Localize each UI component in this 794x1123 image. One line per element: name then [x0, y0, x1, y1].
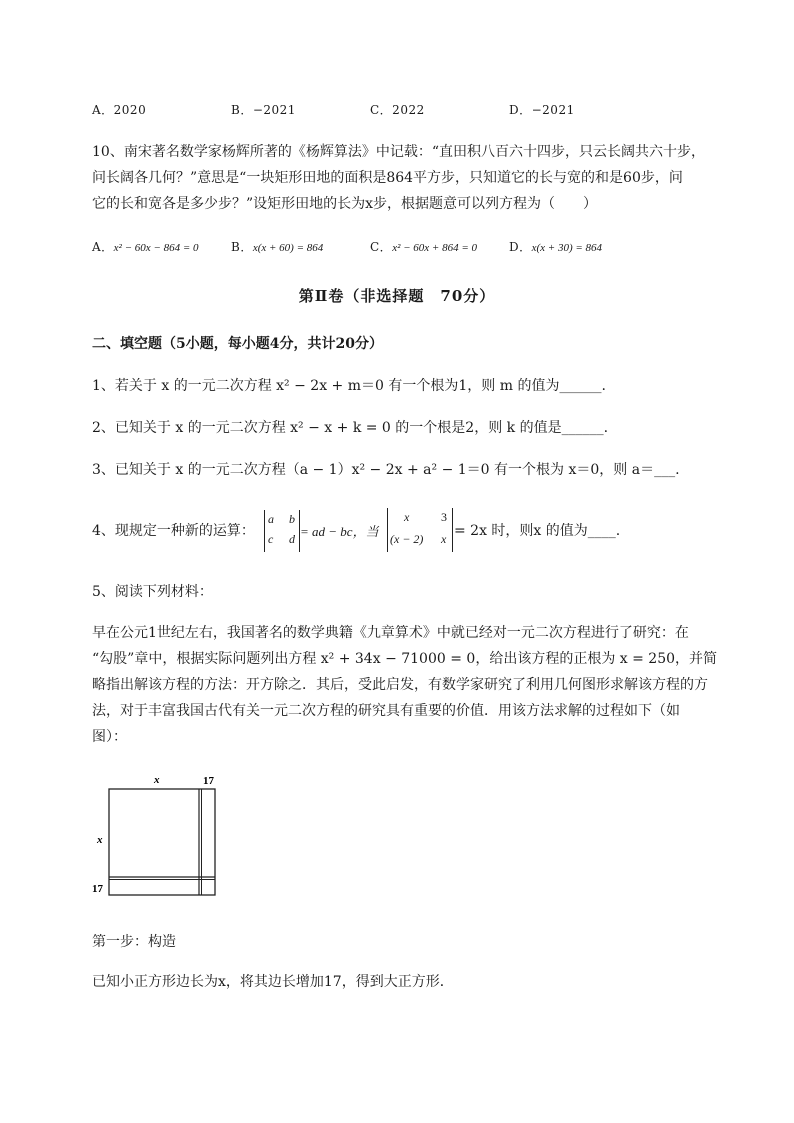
det-d: d — [289, 532, 295, 546]
q10-line: 10、南宋著名数学家杨辉所著的《杨辉算法》中记载：“直田积八百六十四步，只云长阔共六十步， — [92, 144, 705, 160]
big-square — [109, 789, 215, 895]
material-line: “勾股”章中，根据实际问题列出方程 x² + 34x − 71000 = 0，给出该方程的正根为 x = 250，并简 — [92, 651, 718, 667]
q10-option-b-equation: x(x + 60) = 864 — [252, 242, 324, 254]
step1-label: 第一步：构造 — [92, 934, 176, 950]
determinant-definition — [264, 510, 300, 552]
fill-question-4-middle: = ad − bc，当 — [300, 524, 379, 539]
det-3: 3 — [441, 510, 447, 524]
fill-question-1: 1、若关于 x 的一元二次方程 x² − 2x + m＝0 有一个根为1，则 m 的值为______. — [92, 378, 606, 394]
q10-option-b: B．x(x + 60) = 864 — [231, 240, 324, 254]
fill-question-4-prefix: 4、现规定一种新的运算： — [92, 523, 255, 539]
fill-question-5: 5、阅读下列材料： — [92, 584, 213, 600]
reading-material — [92, 620, 722, 750]
det-b: b — [289, 512, 295, 526]
section-title: 第Ⅱ卷（非选择题 70分） — [298, 287, 496, 305]
label-left-17: 17 — [92, 883, 103, 895]
q10-option-d: D．x(x + 30) = 864 — [509, 240, 603, 254]
part2-heading: 二、填空题（5小题，每小题4分，共计20分） — [92, 336, 383, 352]
q9-option-c: C．2022 — [370, 103, 425, 117]
fill-question-4-suffix: = 2x 时，则x 的值为____. — [454, 523, 621, 539]
material-line: 图）： — [92, 729, 127, 745]
q10-option-d-equation: x(x + 30) = 864 — [531, 242, 603, 254]
fill-question-3: 3、已知关于 x 的一元二次方程（a − 1）x² − 2x + a² − 1＝0 有一个根为 x＝0，则 a＝___. — [92, 462, 680, 478]
q9-option-a: A．2020 — [92, 103, 147, 117]
label-left-x: x — [97, 834, 103, 846]
q10-option-a: A．x² − 60x − 864 = 0 — [92, 240, 199, 254]
q10-line: 问长阔各几何？”意思是“一块矩形田地的面积是864平方步，只知道它的长与宽的和是60步，问 — [92, 170, 683, 186]
q10-option-c-equation: x² − 60x + 864 = 0 — [392, 242, 478, 254]
q10-option-a-equation: x² − 60x − 864 = 0 — [113, 242, 199, 254]
q10-option-c: C．x² − 60x + 864 = 0 — [370, 240, 478, 254]
q10-line: 它的长和宽各是多少步？”设矩形田地的长为x步，根据题意可以列方程为（ ） — [92, 196, 598, 212]
label-top-x: x — [154, 774, 160, 786]
det-c: c — [268, 532, 274, 546]
material-line: 法，对于丰富我国古代有关一元二次方程的研究具有重要的价值．用该方法求解的过程如下（如 — [92, 703, 680, 719]
q9-option-d: D．−2021 — [509, 103, 575, 117]
q9-option-b: B．−2021 — [231, 103, 296, 117]
label-top-17: 17 — [203, 775, 214, 787]
det-x-minus-2: (x − 2) — [390, 532, 424, 546]
q10-question — [92, 139, 722, 217]
det-a: a — [268, 512, 274, 526]
det-x2: x — [441, 532, 447, 546]
determinant-equation — [387, 508, 453, 552]
material-line: 早在公元1世纪左右，我国著名的数学典籍《九章算术》中就已经对一元二次方程进行了研究：在 — [92, 625, 689, 641]
material-line: 略指出解该方程的方法：开方除之．其后，受此启发，有数学家研究了利用几何图形求解该方程的方 — [92, 677, 708, 693]
step1-description: 已知小正方形边长为x，将其边长增加17，得到大正方形． — [92, 974, 454, 990]
fill-question-2: 2、已知关于 x 的一元二次方程 x² − x + k = 0 的一个根是2，则 k 的值是______. — [92, 420, 609, 436]
det-x: x — [404, 510, 410, 524]
